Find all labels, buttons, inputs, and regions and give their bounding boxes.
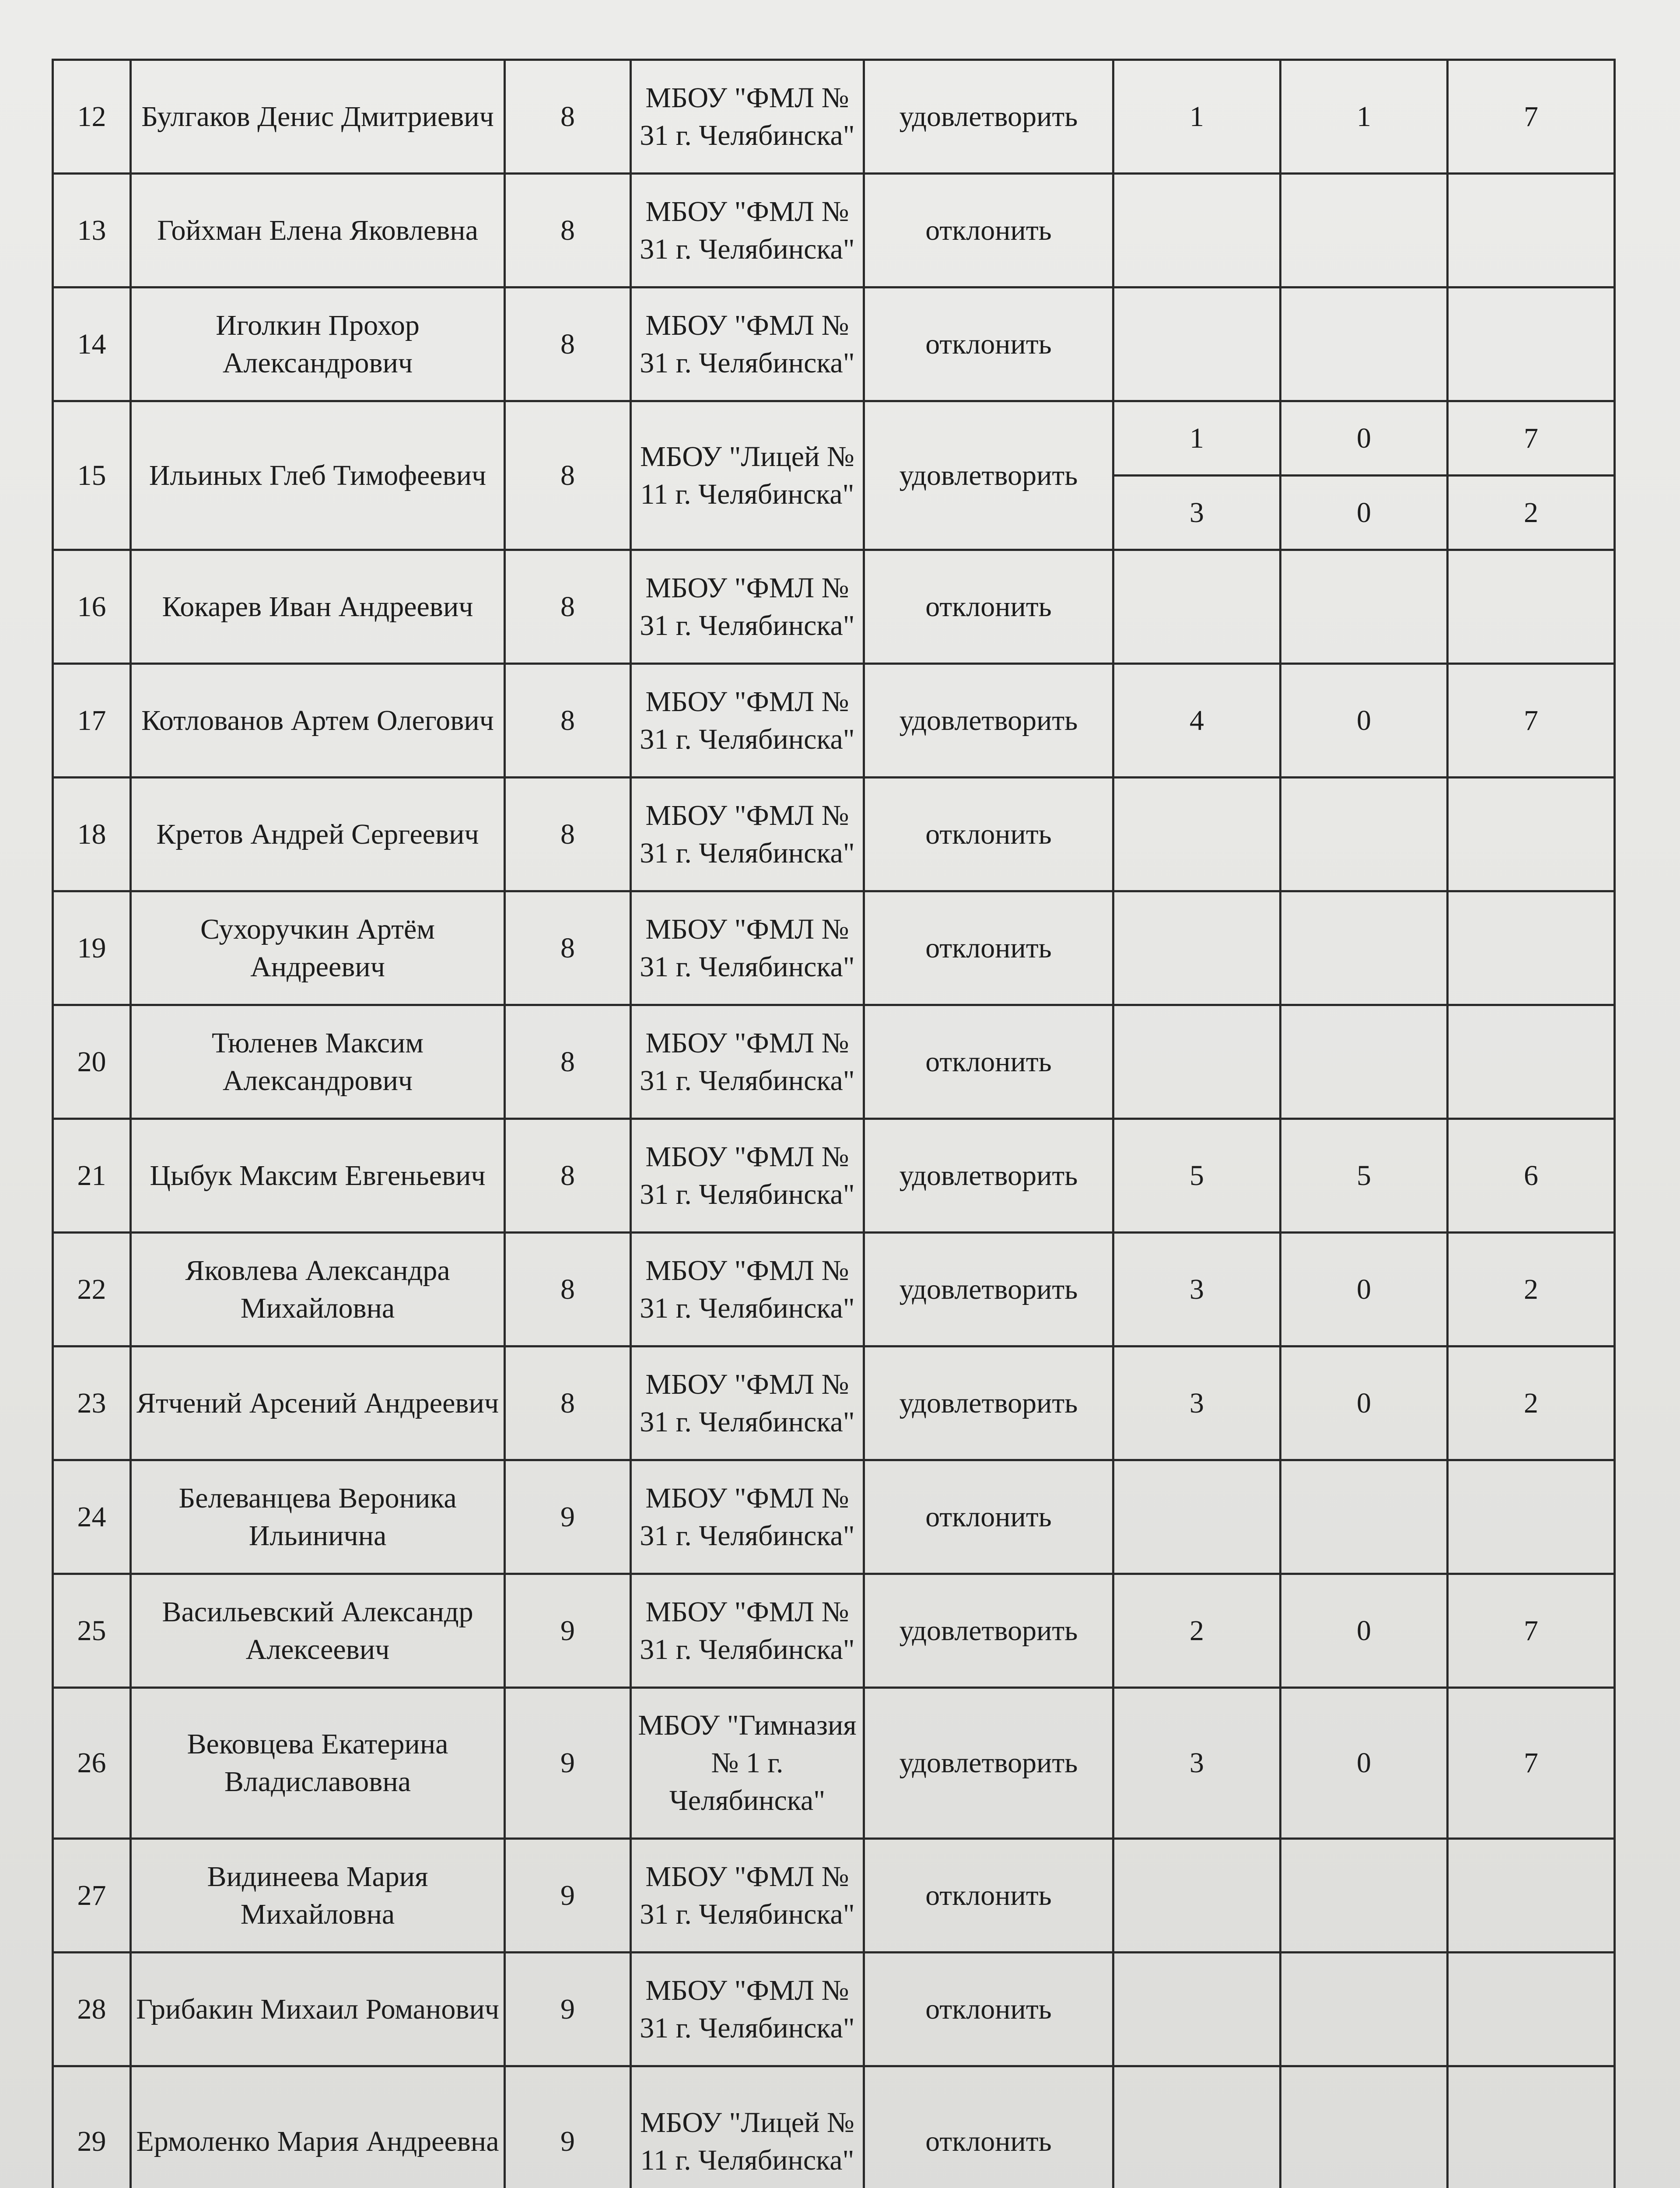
score-1: 3 (1113, 1233, 1281, 1346)
student-name: Грибакин Михаил Романович (131, 1953, 505, 2066)
table-row (53, 1688, 1615, 1839)
row-number: 25 (53, 1574, 131, 1688)
grade-cell: 8 (505, 550, 631, 664)
grade-cell: 8 (505, 174, 631, 288)
student-name: Котлованов Артем Олегович (131, 664, 505, 778)
score-2 (1281, 550, 1448, 664)
grade-cell: 8 (505, 401, 631, 550)
row-number: 24 (53, 1460, 131, 1574)
decision-cell: удовлетворить (864, 1574, 1113, 1688)
table-row (53, 778, 1615, 891)
score-3-second: 2 (1448, 476, 1615, 550)
score-1 (1113, 174, 1281, 288)
score-2 (1281, 2066, 1448, 2188)
decision-cell: отклонить (864, 1839, 1113, 1953)
score-3 (1448, 2066, 1615, 2188)
score-3: 2 (1448, 1233, 1615, 1346)
row-number: 14 (53, 288, 131, 401)
score-2: 0 (1281, 1574, 1448, 1688)
score-2: 0 (1281, 664, 1448, 778)
school-cell: МБОУ "ФМЛ № 31 г. Челябинска" (631, 60, 864, 174)
row-number: 27 (53, 1839, 131, 1953)
student-name: Яковлева Александра Михайловна (131, 1233, 505, 1346)
row-number: 12 (53, 60, 131, 174)
school-cell: МБОУ "ФМЛ № 31 г. Челябинска" (631, 1233, 864, 1346)
score-3 (1448, 174, 1615, 288)
school-cell: МБОУ "ФМЛ № 31 г. Челябинска" (631, 288, 864, 401)
table-row (53, 1953, 1615, 2066)
results-table (52, 59, 1616, 2188)
score-3: 7 (1448, 60, 1615, 174)
student-name: Иголкин Прохор Александрович (131, 288, 505, 401)
score-2 (1281, 1460, 1448, 1574)
score-2 (1281, 1005, 1448, 1119)
score-3 (1448, 1839, 1615, 1953)
grade-cell: 9 (505, 1839, 631, 1953)
decision-cell: отклонить (864, 1005, 1113, 1119)
score-3 (1448, 550, 1615, 664)
student-name: Ильиных Глеб Тимофеевич (131, 401, 505, 550)
score-3 (1448, 891, 1615, 1005)
score-2 (1281, 174, 1448, 288)
student-name: Сухоручкин Артём Андреевич (131, 891, 505, 1005)
results-table-body (53, 60, 1615, 2188)
score-2: 1 (1281, 60, 1448, 174)
score-2 (1281, 891, 1448, 1005)
grade-cell: 9 (505, 1688, 631, 1839)
score-2: 5 (1281, 1119, 1448, 1233)
decision-cell: отклонить (864, 2066, 1113, 2188)
decision-cell: отклонить (864, 288, 1113, 401)
school-cell: МБОУ "ФМЛ № 31 г. Челябинска" (631, 1460, 864, 1574)
score-2: 0 (1281, 1346, 1448, 1460)
row-number: 16 (53, 550, 131, 664)
decision-cell: отклонить (864, 174, 1113, 288)
decision-cell: удовлетворить (864, 60, 1113, 174)
school-cell: МБОУ "ФМЛ № 31 г. Челябинска" (631, 1839, 864, 1953)
score-1 (1113, 288, 1281, 401)
score-3: 7 (1448, 401, 1615, 476)
score-3 (1448, 1953, 1615, 2066)
grade-cell: 8 (505, 60, 631, 174)
school-cell: МБОУ "Лицей № 11 г. Челябинска" (631, 401, 864, 550)
grade-cell: 9 (505, 1574, 631, 1688)
decision-cell: отклонить (864, 550, 1113, 664)
row-number: 22 (53, 1233, 131, 1346)
row-number: 29 (53, 2066, 131, 2188)
table-row (53, 1346, 1615, 1460)
student-name: Ятчений Арсений Андреевич (131, 1346, 505, 1460)
school-cell: МБОУ "ФМЛ № 31 г. Челябинска" (631, 1346, 864, 1460)
grade-cell: 8 (505, 891, 631, 1005)
decision-cell: отклонить (864, 778, 1113, 891)
table-row (53, 60, 1615, 174)
school-cell: МБОУ "Гимназия № 1 г. Челябинска" (631, 1688, 864, 1839)
school-cell: МБОУ "ФМЛ № 31 г. Челябинска" (631, 1119, 864, 1233)
grade-cell: 9 (505, 1460, 631, 1574)
student-name: Ермоленко Мария Андреевна (131, 2066, 505, 2188)
score-3 (1448, 1005, 1615, 1119)
decision-cell: удовлетворить (864, 1233, 1113, 1346)
table-row (53, 1005, 1615, 1119)
student-name: Гойхман Елена Яковлевна (131, 174, 505, 288)
grade-cell: 8 (505, 778, 631, 891)
student-name: Цыбук Максим Евгеньевич (131, 1119, 505, 1233)
student-name: Васильевский Александр Алексеевич (131, 1574, 505, 1688)
table-row (53, 664, 1615, 778)
score-2 (1281, 778, 1448, 891)
score-1: 1 (1113, 401, 1281, 476)
decision-cell: удовлетворить (864, 1346, 1113, 1460)
score-1: 2 (1113, 1574, 1281, 1688)
score-3: 7 (1448, 1688, 1615, 1839)
score-1: 3 (1113, 1688, 1281, 1839)
score-1 (1113, 1460, 1281, 1574)
score-2 (1281, 1839, 1448, 1953)
score-3 (1448, 1460, 1615, 1574)
decision-cell: удовлетворить (864, 1119, 1113, 1233)
student-name: Видинеева Мария Михайловна (131, 1839, 505, 1953)
school-cell: МБОУ "ФМЛ № 31 г. Челябинска" (631, 550, 864, 664)
score-2 (1281, 1953, 1448, 2066)
score-1 (1113, 1839, 1281, 1953)
score-3 (1448, 778, 1615, 891)
table-row (53, 174, 1615, 288)
decision-cell: отклонить (864, 1953, 1113, 2066)
grade-cell: 8 (505, 1005, 631, 1119)
score-1 (1113, 1005, 1281, 1119)
row-number: 18 (53, 778, 131, 891)
score-3: 2 (1448, 1346, 1615, 1460)
row-number: 15 (53, 401, 131, 550)
school-cell: МБОУ "ФМЛ № 31 г. Челябинска" (631, 778, 864, 891)
student-name: Вековцева Екатерина Владиславовна (131, 1688, 505, 1839)
score-1: 5 (1113, 1119, 1281, 1233)
table-row (53, 288, 1615, 401)
school-cell: МБОУ "ФМЛ № 31 г. Челябинска" (631, 174, 864, 288)
school-cell: МБОУ "ФМЛ № 31 г. Челябинска" (631, 1953, 864, 2066)
score-3 (1448, 288, 1615, 401)
school-cell: МБОУ "ФМЛ № 31 г. Челябинска" (631, 1005, 864, 1119)
score-1 (1113, 891, 1281, 1005)
score-2: 0 (1281, 1233, 1448, 1346)
student-name: Кретов Андрей Сергеевич (131, 778, 505, 891)
row-number: 28 (53, 1953, 131, 2066)
student-name: Тюленев Максим Александрович (131, 1005, 505, 1119)
grade-cell: 9 (505, 1953, 631, 2066)
score-1: 1 (1113, 60, 1281, 174)
score-3: 7 (1448, 664, 1615, 778)
score-1: 3 (1113, 1346, 1281, 1460)
school-cell: МБОУ "ФМЛ № 31 г. Челябинска" (631, 891, 864, 1005)
table-row (53, 1460, 1615, 1574)
table-row (53, 1839, 1615, 1953)
table-row (53, 1574, 1615, 1688)
school-cell: МБОУ "ФМЛ № 31 г. Челябинска" (631, 664, 864, 778)
table-row (53, 2066, 1615, 2188)
score-3: 7 (1448, 1574, 1615, 1688)
score-1 (1113, 550, 1281, 664)
score-1 (1113, 2066, 1281, 2188)
row-number: 19 (53, 891, 131, 1005)
row-number: 23 (53, 1346, 131, 1460)
decision-cell: отклонить (864, 891, 1113, 1005)
student-name: Булгаков Денис Дмитриевич (131, 60, 505, 174)
student-name: Кокарев Иван Андреевич (131, 550, 505, 664)
table-row (53, 401, 1615, 476)
row-number: 17 (53, 664, 131, 778)
grade-cell: 8 (505, 664, 631, 778)
row-number: 21 (53, 1119, 131, 1233)
grade-cell: 9 (505, 2066, 631, 2188)
grade-cell: 8 (505, 1233, 631, 1346)
table-row (53, 891, 1615, 1005)
student-name: Белеванцева Вероника Ильинична (131, 1460, 505, 1574)
score-2: 0 (1281, 1688, 1448, 1839)
decision-cell: удовлетворить (864, 664, 1113, 778)
row-number: 13 (53, 174, 131, 288)
table-row (53, 1119, 1615, 1233)
grade-cell: 8 (505, 288, 631, 401)
school-cell: МБОУ "Лицей № 11 г. Челябинска" (631, 2066, 864, 2188)
score-1: 4 (1113, 664, 1281, 778)
table-row (53, 1233, 1615, 1346)
grade-cell: 8 (505, 1119, 631, 1233)
table-row (53, 550, 1615, 664)
score-2-second: 0 (1281, 476, 1448, 550)
score-1 (1113, 1953, 1281, 2066)
decision-cell: удовлетворить (864, 1688, 1113, 1839)
score-3: 6 (1448, 1119, 1615, 1233)
row-number: 26 (53, 1688, 131, 1839)
decision-cell: удовлетворить (864, 401, 1113, 550)
school-cell: МБОУ "ФМЛ № 31 г. Челябинска" (631, 1574, 864, 1688)
score-2 (1281, 288, 1448, 401)
row-number: 20 (53, 1005, 131, 1119)
score-1 (1113, 778, 1281, 891)
score-2: 0 (1281, 401, 1448, 476)
grade-cell: 8 (505, 1346, 631, 1460)
score-1-second: 3 (1113, 476, 1281, 550)
decision-cell: отклонить (864, 1460, 1113, 1574)
